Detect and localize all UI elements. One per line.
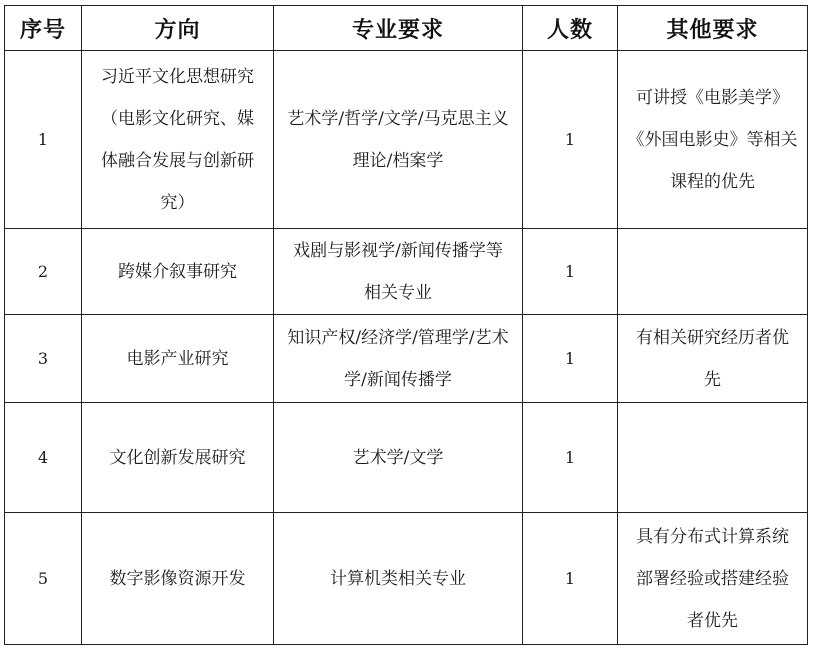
row-direction bbox=[82, 315, 274, 403]
row-direction bbox=[82, 229, 274, 315]
row-major-text: 艺术学/文学 bbox=[352, 447, 444, 468]
row-other bbox=[618, 51, 808, 229]
row-direction-text: 数字影像资源开发 bbox=[109, 568, 246, 589]
row-count: 1 bbox=[523, 315, 618, 403]
row-major-text: 戏剧与影视学/新闻传播学等相关专业 bbox=[293, 240, 503, 303]
row-major bbox=[274, 403, 523, 513]
table-row bbox=[5, 513, 808, 645]
table-row bbox=[5, 51, 808, 229]
table-row bbox=[5, 315, 808, 403]
row-direction-text: 电影产业研究 bbox=[126, 348, 229, 369]
row-direction-text: 文化创新发展研究 bbox=[109, 447, 246, 468]
row-count: 1 bbox=[523, 403, 618, 513]
recruitment-table-container bbox=[4, 5, 807, 645]
row-index: 1 bbox=[5, 51, 82, 229]
row-count: 1 bbox=[523, 513, 618, 645]
row-direction-text: 跨媒介叙事研究 bbox=[118, 261, 237, 282]
recruitment-table bbox=[4, 5, 808, 645]
row-direction-text: 习近平文化思想研究（电影文化研究、媒体融合发展与创新研究） bbox=[101, 66, 254, 213]
row-other-text: 有相关研究经历者优先 bbox=[636, 327, 789, 390]
row-index: 3 bbox=[5, 315, 82, 403]
header-direction: 方向 bbox=[82, 6, 274, 51]
table-header-row bbox=[5, 6, 808, 51]
row-index: 2 bbox=[5, 229, 82, 315]
table-row bbox=[5, 229, 808, 315]
row-count: 1 bbox=[523, 51, 618, 229]
row-major bbox=[274, 229, 523, 315]
row-other bbox=[618, 403, 808, 513]
header-major-requirement: 专业要求 bbox=[274, 6, 523, 51]
row-count: 1 bbox=[523, 229, 618, 315]
row-major bbox=[274, 315, 523, 403]
table-row bbox=[5, 403, 808, 513]
header-other-requirement: 其他要求 bbox=[618, 6, 808, 51]
row-major-text: 知识产权/经济学/管理学/艺术学/新闻传播学 bbox=[287, 327, 509, 390]
row-other bbox=[618, 229, 808, 315]
row-other bbox=[618, 513, 808, 645]
row-major bbox=[274, 513, 523, 645]
row-other bbox=[618, 315, 808, 403]
header-headcount: 人数 bbox=[523, 6, 618, 51]
row-major-text: 艺术学/哲学/文学/马克思主义理论/档案学 bbox=[287, 108, 509, 171]
row-index: 4 bbox=[5, 403, 82, 513]
row-index: 5 bbox=[5, 513, 82, 645]
row-major-text: 计算机类相关专业 bbox=[330, 568, 466, 589]
row-major bbox=[274, 51, 523, 229]
row-direction bbox=[82, 403, 274, 513]
header-index: 序号 bbox=[5, 6, 82, 51]
row-other-text: 具有分布式计算系统部署经验或搭建经验者优先 bbox=[636, 526, 789, 631]
row-other-text: 可讲授《电影美学》《外国电影史》等相关课程的优先 bbox=[627, 87, 798, 192]
row-direction bbox=[82, 51, 274, 229]
row-direction bbox=[82, 513, 274, 645]
